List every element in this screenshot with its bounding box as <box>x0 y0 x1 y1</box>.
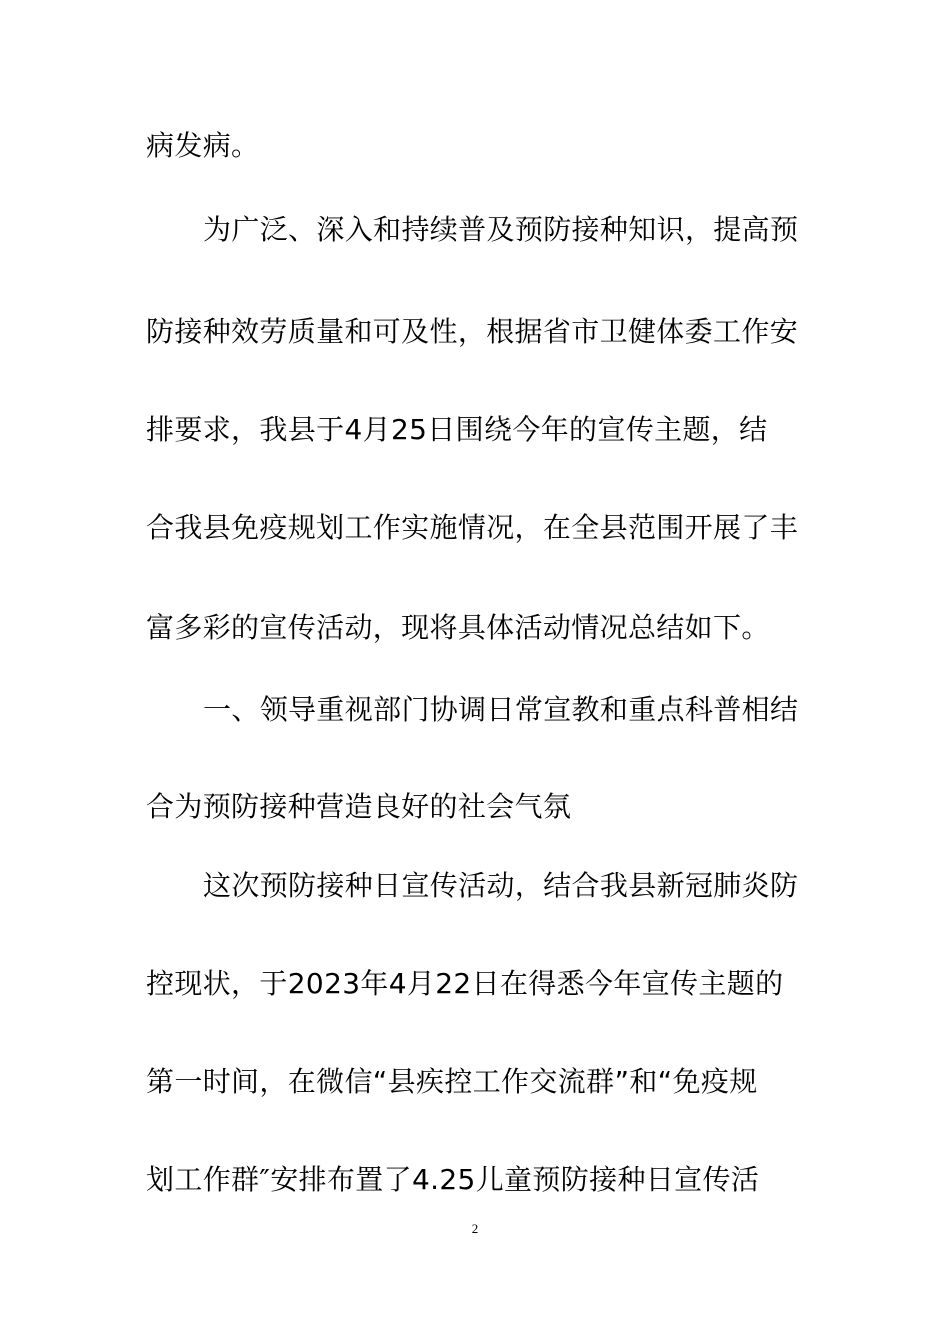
paragraph-start: 为广泛、深入和持续普及预防接种知识，提高预 <box>203 213 799 246</box>
page-number: 2 <box>471 1221 479 1236</box>
text-line: 病发病。 <box>146 129 260 162</box>
text-line: 排要求，我县于4月25日围绕今年的宣传主题，结 <box>146 413 768 446</box>
text-line: 划工作群″安排布置了4.25儿童预防接种日宣传活 <box>146 1163 760 1196</box>
text-line: 富多彩的宣传活动，现将具体活动情况总结如下。 <box>146 611 770 644</box>
text-line: 合我县免疫规划工作实施情况，在全县范围开展了丰 <box>146 511 799 544</box>
section-heading-continued: 合为预防接种营造良好的社会气氛 <box>146 790 572 823</box>
text-line: 控现状，于2023年4月22日在得悉今年宣传主题的 <box>146 967 784 1000</box>
paragraph-start: 这次预防接种日宣传活动，结合我县新冠肺炎防 <box>203 869 799 902</box>
section-heading: 一、领导重视部门协调日常宣教和重点科普相结 <box>203 693 799 726</box>
text-line: 第一时间，在微信“县疾控工作交流群”和“免疫规 <box>146 1065 758 1098</box>
text-line: 防接种效劳质量和可及性，根据省市卫健体委工作安 <box>146 315 799 348</box>
